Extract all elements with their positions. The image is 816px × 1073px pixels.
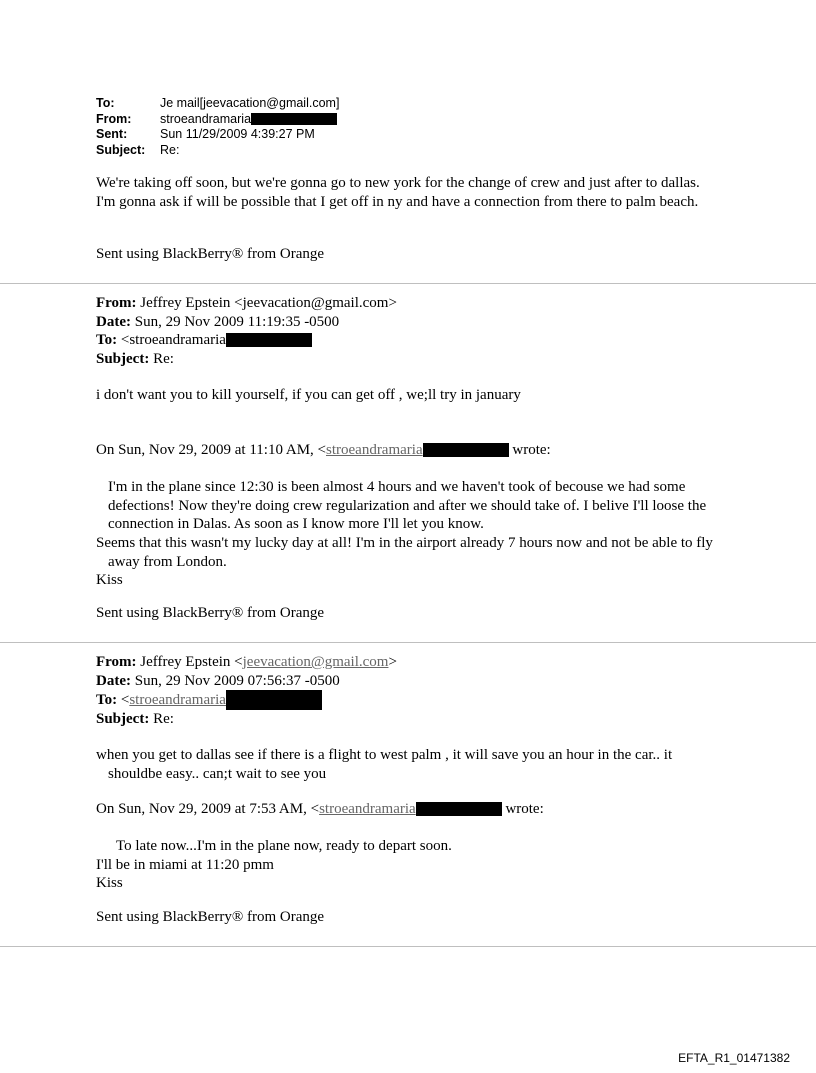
- msg2-subject-row: [96, 350, 716, 369]
- msg2-quote-wrote: wrote:: [512, 442, 551, 458]
- msg3-quote-line1: To late now...I'm in the plane now, ready to depart soon.: [116, 838, 452, 854]
- msg2-quote-intro: [96, 441, 716, 460]
- sent-label: Sent:: [96, 127, 128, 141]
- from-value: [160, 112, 337, 128]
- from-label: From:: [96, 111, 132, 126]
- header-sent-row: [96, 127, 339, 143]
- msg2-from-label: From:: [96, 295, 137, 311]
- divider: [0, 283, 816, 284]
- msg3-from-row: [96, 653, 716, 672]
- msg3-subject-value: Re:: [153, 711, 174, 727]
- msg3-to-link[interactable]: stroeandramaria: [129, 692, 226, 708]
- msg2-quote-link[interactable]: stroeandramaria: [326, 442, 423, 458]
- redaction-box: [423, 443, 509, 457]
- msg2-headers: [96, 294, 716, 368]
- msg3-quote-intro-text: On Sun, Nov 29, 2009 at 7:53 AM, <: [96, 801, 320, 817]
- subject-label: Subject:: [96, 142, 146, 157]
- msg2-date-label: Date:: [96, 313, 131, 330]
- msg2-to-row: [96, 331, 716, 350]
- msg3-subject-label: Subject:: [96, 711, 150, 727]
- to-label: To:: [96, 96, 115, 110]
- msg2-quote-line2: Seems that this wasn't my lucky day at all! I'm in the airport already 7 hours now and not be able to fly away from London.: [96, 535, 713, 570]
- msg3-subject-row: [96, 710, 716, 729]
- msg2-to-label: To:: [96, 332, 118, 348]
- msg3-quote-kiss: Kiss: [96, 875, 123, 891]
- email-header: [96, 96, 339, 158]
- msg3-date-row: [96, 672, 716, 691]
- msg2-from-row: [96, 294, 716, 313]
- msg3-date-value: Sun, 29 Nov 2009 07:56:37 -0500: [134, 672, 340, 689]
- msg3-from-label: From:: [96, 654, 137, 670]
- divider: [0, 946, 816, 947]
- msg2-quote-line1: I'm in the plane since 12:30 is been almost 4 hours and we haven't took of becouse we had some defections! Now they're doing crew regularization and after we should take of. I belive I'll loose the connection in Dalas. As soon as I know more I'll let you know.: [108, 479, 707, 532]
- msg2-from-value: Jeffrey Epstein <jeevacation@gmail.com>: [140, 295, 397, 311]
- msg3-to-row: [96, 690, 716, 710]
- header-from-row: [96, 112, 339, 128]
- msg2-signature: Sent using BlackBerry® from Orange: [96, 605, 325, 621]
- sent-value: Sun 11/29/2009 4:39:27 PM: [160, 127, 315, 141]
- msg3-from-name: Jeffrey Epstein <: [140, 654, 243, 670]
- redaction-box: [226, 333, 312, 347]
- msg2-date-row: [96, 313, 716, 332]
- msg3-date-label: Date:: [96, 672, 131, 689]
- to-value: Je mail[jeevacation@gmail.com]: [160, 96, 340, 110]
- msg2-subject-label: Subject:: [96, 350, 150, 367]
- msg2-date-value: Sun, 29 Nov 2009 11:19:35 -0500: [134, 313, 340, 330]
- msg3-headers: [96, 653, 716, 729]
- msg3-from-link[interactable]: jeevacation@gmail.com: [242, 654, 389, 670]
- msg3-quote-intro: [96, 800, 716, 819]
- msg1-signature: Sent using BlackBerry® from Orange: [96, 246, 325, 262]
- msg3-to-label: To:: [96, 692, 118, 708]
- msg3-quote-link[interactable]: stroeandramaria: [319, 801, 416, 817]
- divider: [0, 642, 816, 643]
- msg3-signature: Sent using BlackBerry® from Orange: [96, 909, 325, 925]
- msg2-quote-kiss: Kiss: [96, 572, 123, 588]
- header-subject-row: [96, 143, 339, 159]
- header-to-row: [96, 96, 339, 112]
- redaction-box: [416, 802, 502, 816]
- msg3-quote-wrote: wrote:: [505, 801, 544, 817]
- msg2-to-value: <stroeandramaria: [120, 332, 226, 348]
- from-value-text: stroeandramaria: [160, 111, 252, 126]
- msg2-subject-value: Re:: [153, 350, 174, 367]
- msg2-quote-intro-text: On Sun, Nov 29, 2009 at 11:10 AM, <: [96, 442, 326, 458]
- document-id: EFTA_R1_01471382: [678, 1051, 790, 1065]
- msg3-from-end: >: [388, 654, 397, 670]
- msg1-body: We're taking off soon, but we're gonna go to new york for the change of crew and just after to dallas. I'm gonna ask if will be possible that I get off in ny and have a connection from there to palm beach.: [96, 175, 700, 210]
- msg3-quote-line2: I'll be in miami at 11:20 pmm: [96, 857, 274, 873]
- msg2-body: i don't want you to kill yourself, if you can get off , we;ll try in january: [96, 387, 521, 403]
- redaction-box: [226, 690, 322, 710]
- msg3-to-lt: <: [120, 692, 130, 708]
- msg3-body: when you get to dallas see if there is a flight to west palm , it will save you an hour in the car.. it shouldbe easy.. can;t wait to see you: [96, 747, 673, 782]
- subject-value: Re:: [160, 142, 180, 157]
- redaction-box: [251, 113, 337, 125]
